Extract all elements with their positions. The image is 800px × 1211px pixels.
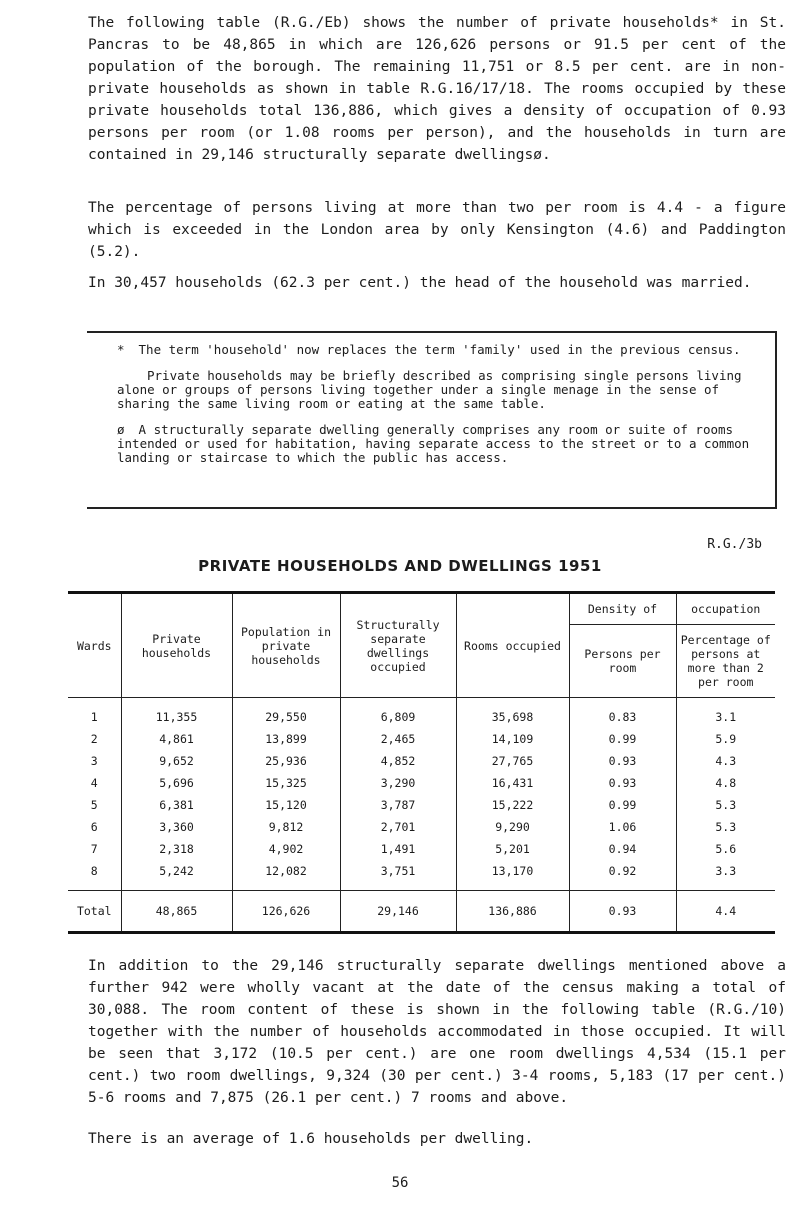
cell-dwellings: 3,290 <box>340 772 456 794</box>
header-wards: Wards <box>68 593 121 698</box>
total-label: Total <box>68 891 121 933</box>
cell-dwellings: 2,701 <box>340 816 456 838</box>
footnote-household-text: The term 'household' now replaces the term 'family' used in the previous census. <box>138 342 741 357</box>
cell-rooms: 35,698 <box>456 706 569 728</box>
cell-ward: 4 <box>90 776 98 790</box>
header-persons-per-room: Persons per room <box>569 625 676 698</box>
cell-ppr: 0.94 <box>569 838 676 860</box>
table-row <box>68 794 775 816</box>
cell-rooms: 13,170 <box>456 860 569 882</box>
cell-dwellings: 2,465 <box>340 728 456 750</box>
footnote-household <box>117 343 775 357</box>
cell-ward: 7 <box>90 842 98 856</box>
cell-population: 13,899 <box>232 728 340 750</box>
header-population: Population in private households <box>232 593 340 698</box>
cell-dwellings: 1,491 <box>340 838 456 860</box>
table-row <box>68 706 775 728</box>
cell-ppr: 0.92 <box>569 860 676 882</box>
dwelling-symbol: ø <box>117 422 125 437</box>
cell-ward: 6 <box>90 820 98 834</box>
page-number: 56 <box>391 1175 409 1191</box>
cell-households: 6,381 <box>121 794 232 816</box>
total-row <box>68 891 775 933</box>
households-table <box>68 591 775 934</box>
cell-dwellings: 6,809 <box>340 706 456 728</box>
footnote-private-households: Private households may be briefly described as comprising single persons living alone or groups of persons living together under a single menage in the sense of sharing the same living room or eating at the same table. <box>117 368 742 411</box>
cell-rooms: 14,109 <box>456 728 569 750</box>
cell-households: 4,861 <box>121 728 232 750</box>
cell-households: 3,360 <box>121 816 232 838</box>
total-population: 126,626 <box>232 891 340 933</box>
header-private-households: Private households <box>121 593 232 698</box>
cell-population: 15,120 <box>232 794 340 816</box>
cell-pct: 5.9 <box>676 728 775 750</box>
cell-population: 9,812 <box>232 816 340 838</box>
header-density-group-right: occupation <box>676 593 775 625</box>
cell-ppr: 0.99 <box>569 728 676 750</box>
total-rooms: 136,886 <box>456 891 569 933</box>
cell-ward: 8 <box>90 864 98 878</box>
cell-dwellings: 3,751 <box>340 860 456 882</box>
footnote-dwelling-text: A structurally separate dwelling generally comprises any room or suite of rooms intended or used for habitation, having separate access to the street or to a common landing or staircase to which the public has access. <box>117 422 750 465</box>
cell-households: 11,355 <box>121 706 232 728</box>
table-reference: R.G./3b <box>707 537 762 552</box>
header-percentage: Percentage of persons at more than 2 per room <box>676 625 775 698</box>
cell-households: 5,242 <box>121 860 232 882</box>
cell-pct: 4.8 <box>676 772 775 794</box>
table-row <box>68 860 775 882</box>
cell-population: 4,902 <box>232 838 340 860</box>
cell-population: 12,082 <box>232 860 340 882</box>
average-paragraph: There is an average of 1.6 households per dwelling. <box>88 1131 534 1147</box>
cell-rooms: 15,222 <box>456 794 569 816</box>
cell-pct: 5.3 <box>676 816 775 838</box>
cell-rooms: 27,765 <box>456 750 569 772</box>
vacant-dwellings-paragraph: In addition to the 29,146 structurally separate dwellings mentioned above a further 942 were wholly vacant at the date of the census making a total of 30,088. The room content of these is shown in the following table (R.G./10) together with the number of households accommodated in those occupied. It will be seen that 3,172 (10.5 per cent.) are one room dwellings 4,534 (15.1 per cent.) two room dwellings, 9,324 (30 per cent.) 3-4 rooms, 5,183 (17 per cent.) 5-6 rooms and 7,875 (26.1 per cent.) 7 rooms and above. <box>88 958 786 1106</box>
table-row <box>68 838 775 860</box>
table-row <box>68 728 775 750</box>
cell-ppr: 0.99 <box>569 794 676 816</box>
cell-population: 29,550 <box>232 706 340 728</box>
married-head-paragraph: In 30,457 households (62.3 per cent.) the head of the household was married. <box>88 275 752 291</box>
cell-ward: 2 <box>90 732 98 746</box>
total-dwellings: 29,146 <box>340 891 456 933</box>
cell-dwellings: 4,852 <box>340 750 456 772</box>
table-row <box>68 750 775 772</box>
total-persons-per-room: 0.93 <box>569 891 676 933</box>
cell-households: 5,696 <box>121 772 232 794</box>
cell-population: 15,325 <box>232 772 340 794</box>
cell-households: 9,652 <box>121 750 232 772</box>
total-households: 48,865 <box>121 891 232 933</box>
cell-rooms: 9,290 <box>456 816 569 838</box>
total-percentage: 4.4 <box>676 891 775 933</box>
cell-ppr: 0.93 <box>569 750 676 772</box>
cell-pct: 3.3 <box>676 860 775 882</box>
cell-ppr: 0.83 <box>569 706 676 728</box>
cell-ppr: 1.06 <box>569 816 676 838</box>
cell-pct: 5.6 <box>676 838 775 860</box>
cell-ppr: 0.93 <box>569 772 676 794</box>
cell-pct: 5.3 <box>676 794 775 816</box>
intro-paragraph: The following table (R.G./Eb) shows the number of private households* in St. Pancras to be 48,865 in which are 126,626 persons or 91.5 per cent of the population of the borough. The remaining 11,751 or 8.5 per cent. are in non-private households as shown in table R.G.16/17/18. The rooms occupied by these private households total 136,886, which gives a density of occupation of 0.93 persons per room (or 1.08 rooms per person), and the households in turn are contained in 29,146 structurally separate dwellingsø. <box>88 15 786 163</box>
overcrowding-paragraph: The percentage of persons living at more than two per room is 4.4 - a figure which is exceeded in the London area by only Kensington (4.6) and Paddington (5.2). <box>88 200 786 260</box>
cell-ward: 3 <box>90 754 98 768</box>
footnote-dwelling <box>117 423 775 465</box>
cell-pct: 4.3 <box>676 750 775 772</box>
table-row <box>68 772 775 794</box>
cell-ward: 5 <box>90 798 98 812</box>
asterisk-symbol: * <box>117 342 125 357</box>
header-dwellings: Structurally separate dwellings occupied <box>340 593 456 698</box>
cell-households: 2,318 <box>121 838 232 860</box>
footnotes-box <box>87 331 777 509</box>
cell-dwellings: 3,787 <box>340 794 456 816</box>
table-row <box>68 816 775 838</box>
table-title: PRIVATE HOUSEHOLDS AND DWELLINGS 1951 <box>198 557 602 575</box>
header-rooms: Rooms occupied <box>456 593 569 698</box>
cell-population: 25,936 <box>232 750 340 772</box>
header-density-group-left: Density of <box>569 593 676 625</box>
cell-rooms: 5,201 <box>456 838 569 860</box>
cell-rooms: 16,431 <box>456 772 569 794</box>
table-body <box>68 706 775 882</box>
cell-pct: 3.1 <box>676 706 775 728</box>
cell-ward: 1 <box>90 710 98 724</box>
